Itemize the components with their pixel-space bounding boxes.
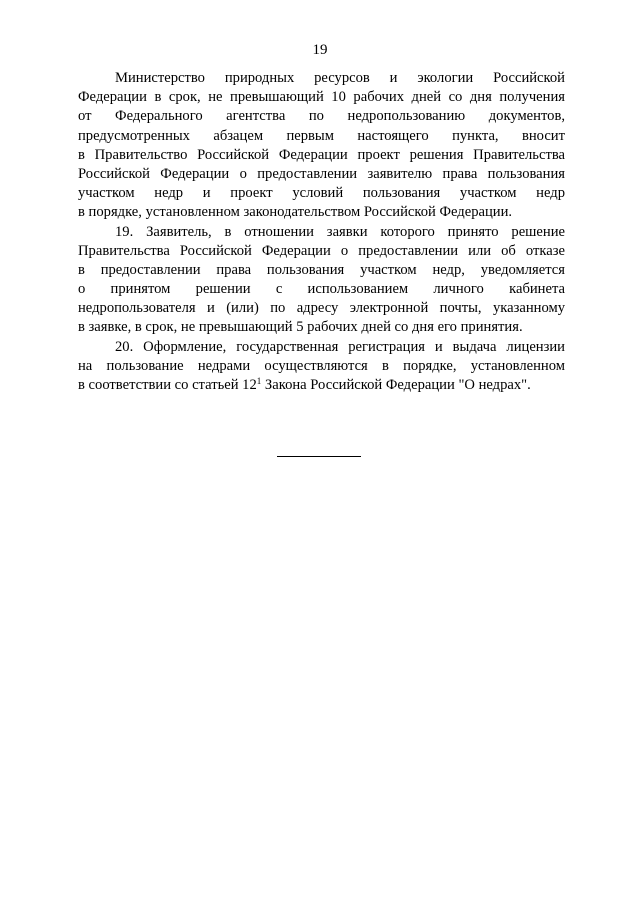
paragraph-20 — [78, 338, 565, 396]
text-line: в порядке, установленном законодательством Российской Федерации. — [78, 204, 513, 221]
text-fragment: Закона Российской Федерации "О недрах". — [261, 377, 531, 393]
text-line: Министерство природных ресурсов и экологии Российской — [115, 70, 565, 86]
text-line: в заявке, в срок, не превышающий 5 рабочих дней со дня его принятия. — [78, 319, 523, 336]
text-line: 19. Заявитель, в отношении заявки которого принято решение — [115, 223, 565, 240]
paragraph-19 — [78, 223, 565, 338]
text-line: в Правительство Российской Федерации проект решения Правительства — [78, 146, 565, 163]
text-line: участком недр и проект условий пользования участком недр — [78, 185, 565, 202]
text-line: в предоставлении права пользования участком недр, уведомляется — [78, 261, 565, 278]
text-line: о принятом решении с использованием личного кабинета — [78, 281, 565, 298]
page-number: 19 — [312, 42, 328, 58]
document-body — [78, 69, 565, 395]
superscript: 1 — [256, 376, 262, 386]
text-line: Российской Федерации о предоставлении заявителю права пользования — [78, 165, 565, 182]
text-line: от Федерального агентства по недропользованию документов, — [78, 108, 565, 125]
text-line: Федерации в срок, не превышающий 10 рабочих дней со дня получения — [78, 89, 565, 106]
paragraph-18-continuation — [78, 69, 565, 223]
text-line: Правительства Российской Федерации о предоставлении или об отказе — [78, 242, 565, 259]
text-line: 20. Оформление, государственная регистрация и выдача лицензии — [115, 338, 565, 355]
text-fragment: в соответствии со статьей 12 — [78, 377, 257, 393]
text-line: предусмотренных абзацем первым настоящего пункта, вносит — [78, 127, 565, 144]
text-line-with-superscript — [78, 376, 565, 395]
text-line: на пользование недрами осуществляются в порядке, установленном — [78, 357, 565, 374]
text-line: недропользователя и (или) по адресу электронной почты, указанному — [78, 300, 565, 317]
end-divider-line — [277, 456, 361, 457]
